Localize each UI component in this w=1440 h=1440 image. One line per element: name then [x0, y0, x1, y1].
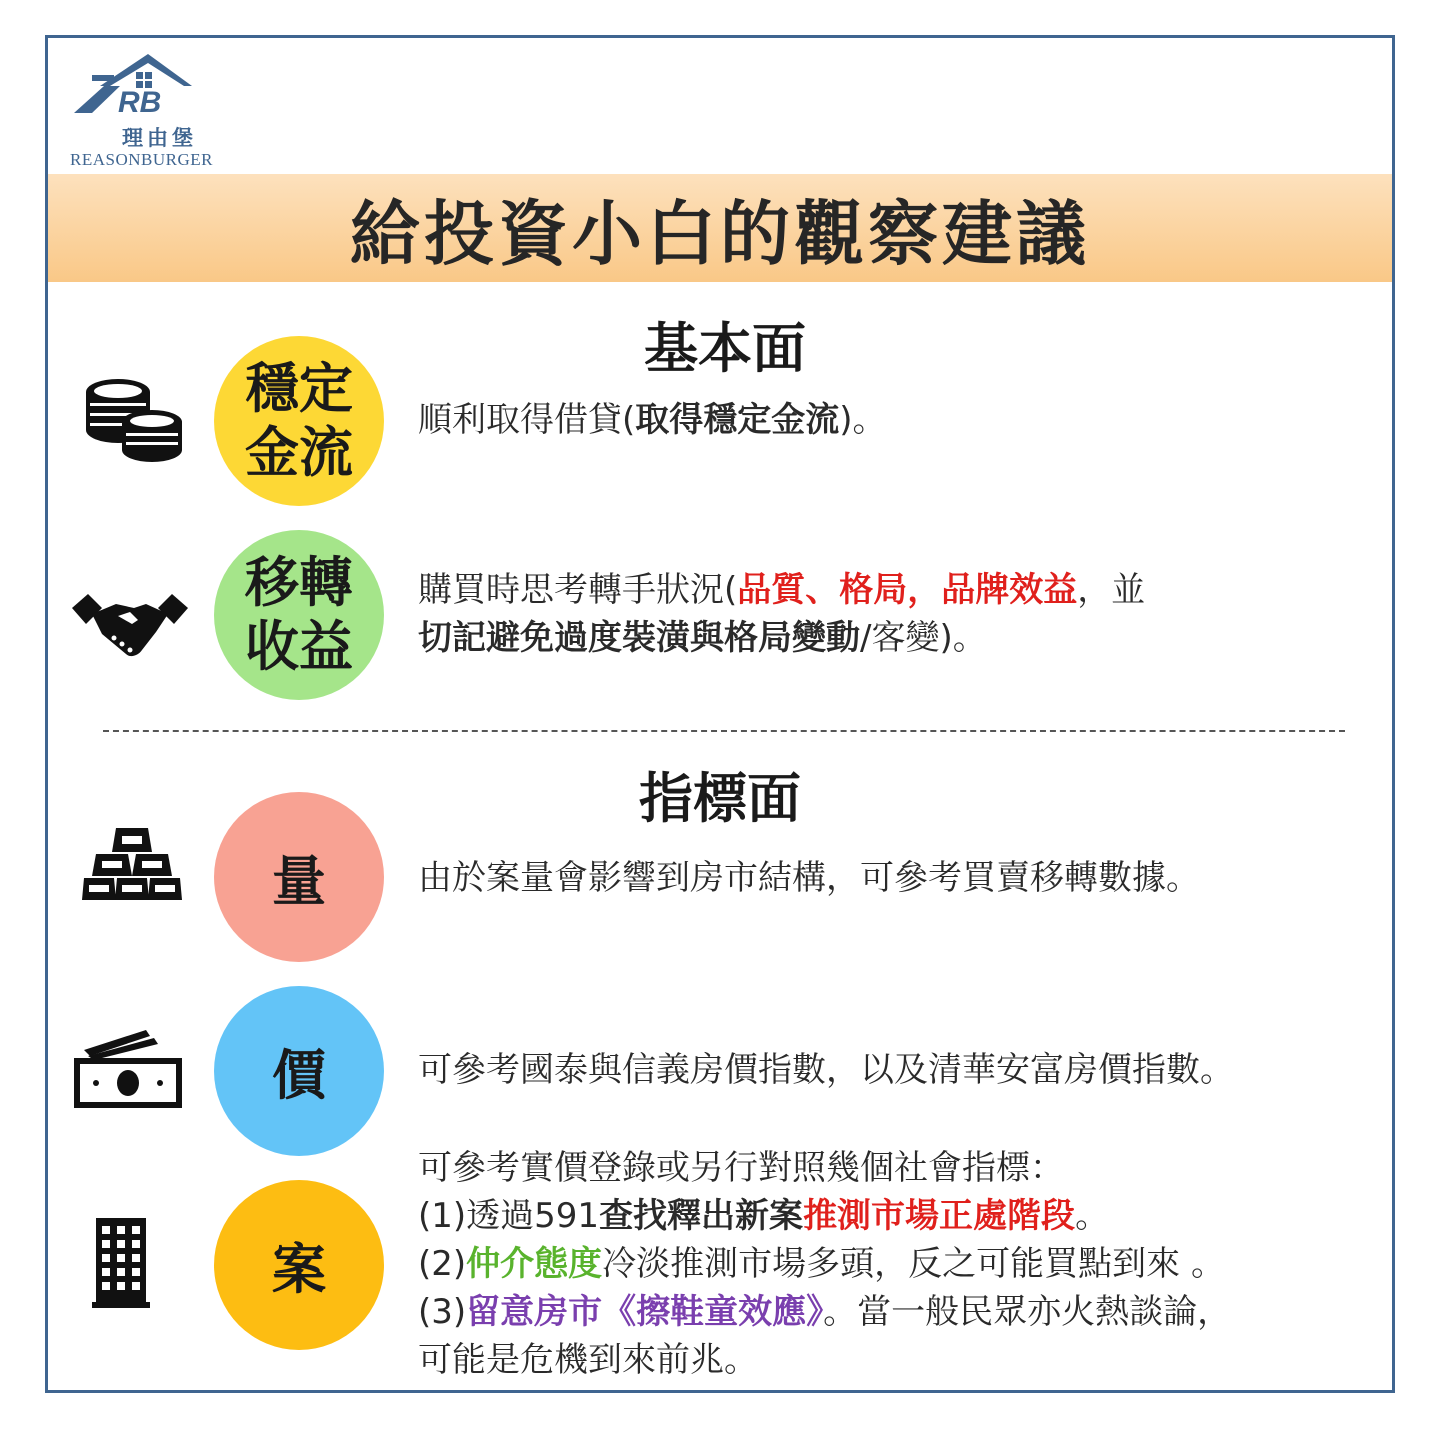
infographic-frame — [45, 35, 1395, 1393]
cashflow-badge: 穩定 金流 — [214, 336, 384, 506]
coins-icon — [84, 376, 184, 466]
title-banner — [48, 174, 1392, 282]
project-point-3-continued: 可能是危機到來前兆。 — [418, 1340, 758, 1380]
handshake-icon — [72, 594, 188, 664]
building-icon — [92, 1218, 150, 1308]
section-title-indicator: 指標面 — [639, 767, 801, 830]
logo-chinese-name: 理由堡 — [122, 125, 197, 150]
resale-description-line2: 切記避免過度裝潢與格局變動/客變)。 — [418, 618, 987, 658]
logo — [70, 50, 230, 170]
project-point-2: (2)仲介態度冷淡推測市場多頭，反之可能買點到來 。 — [418, 1244, 1225, 1284]
volume-badge: 量 — [214, 792, 384, 962]
project-badge: 案 — [214, 1180, 384, 1350]
project-point-1: (1)透過591查找釋出新案推測市場正處階段。 — [418, 1196, 1110, 1236]
project-point-3: (3)留意房市《擦鞋童效應》。當一般民眾亦火熱談論， — [418, 1292, 1232, 1332]
price-badge: 價 — [214, 986, 384, 1156]
price-description: 可參考國泰與信義房價指數，以及清華安富房價指數。 — [418, 1050, 1234, 1090]
page-title: 給投資小白的觀察建議 — [350, 192, 1090, 275]
section-divider — [103, 730, 1345, 732]
svg-text:RB: RB — [118, 86, 162, 119]
volume-description: 由於案量會影響到房市結構，可參考買賣移轉數據。 — [418, 858, 1200, 898]
cashflow-description: 順利取得借貸(取得穩定金流)。 — [418, 400, 887, 440]
house-logo-icon — [70, 50, 200, 122]
project-description-intro: 可參考實價登錄或另行對照幾個社會指標： — [418, 1148, 1064, 1188]
resale-badge: 移轉 收益 — [214, 530, 384, 700]
section-title-basic: 基本面 — [644, 317, 806, 380]
gold-bars-icon — [82, 828, 182, 900]
logo-english-name: REASONBURGER — [70, 150, 213, 169]
resale-description-line1: 購買時思考轉手狀況(品質、格局，品牌效益，並 — [418, 570, 1146, 610]
cash-icon — [74, 1028, 182, 1108]
